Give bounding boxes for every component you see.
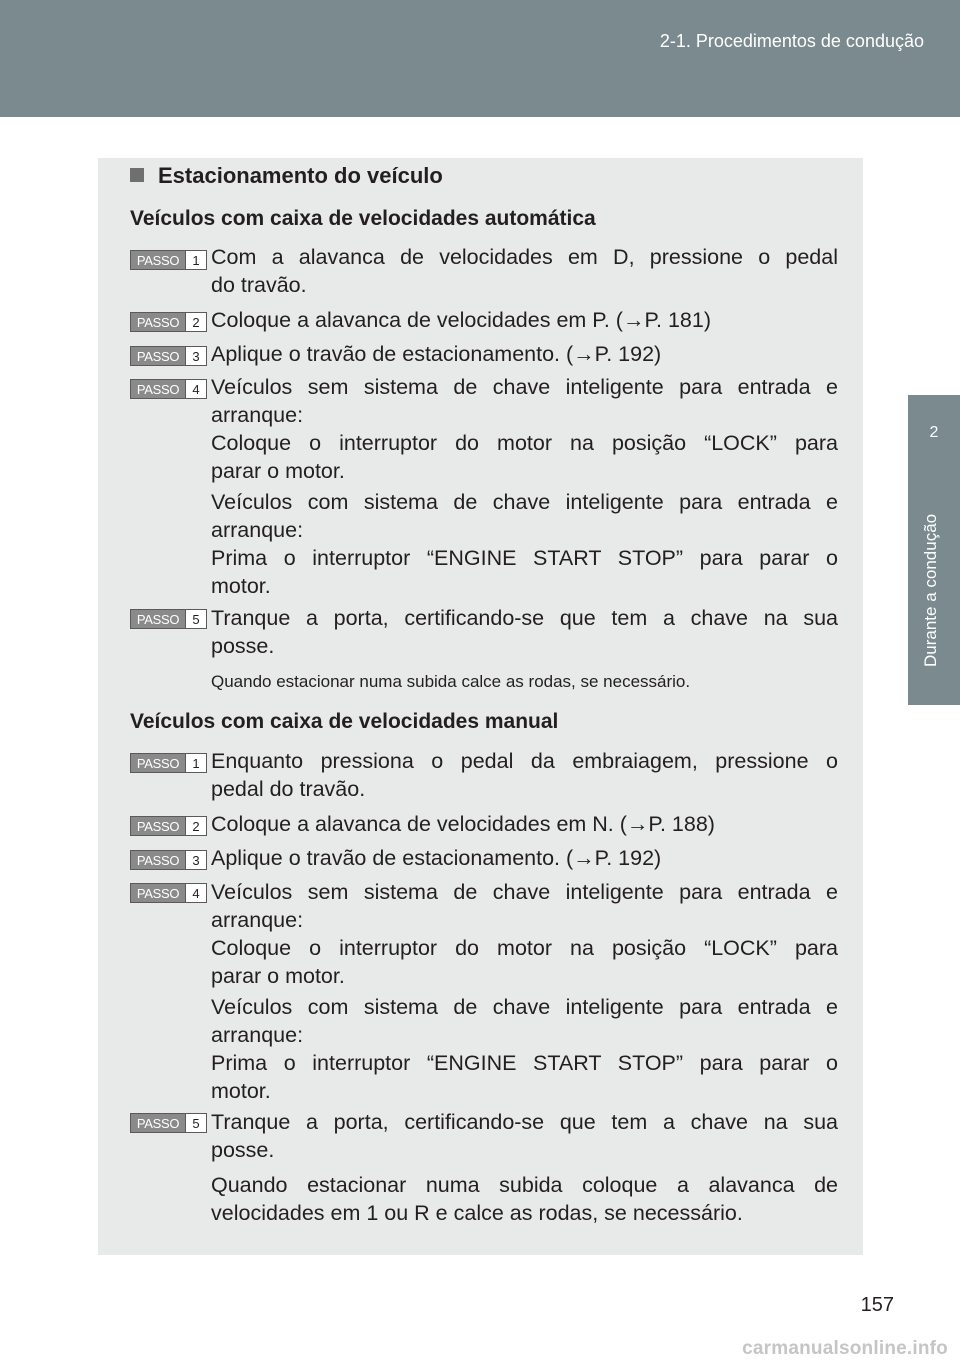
man-step-4-badge: PASSO 4: [130, 878, 840, 908]
side-tab-number: 2: [929, 424, 939, 441]
auto-step-1-badge: PASSO 1: [130, 245, 840, 275]
chapter-title: 2-1. Procedimentos de condução: [659, 31, 924, 51]
automatic-heading: Veículos com caixa de velocidades automática: [130, 207, 596, 230]
auto-step-5-badge: PASSO 5: [130, 604, 840, 634]
watermark-logo: carmanualsonline.info: [742, 1338, 948, 1359]
content-box: [98, 158, 863, 1255]
auto-step-3-text: Aplique o travão de estacionamento. (→P. 192): [211, 342, 662, 366]
man-step-3-badge: PASSO 3: [130, 845, 840, 875]
man-step-2-badge: PASSO 2: [130, 811, 840, 841]
man-step-4-text: Veículos sem sistema de chave inteligente para entrada e arranque: Coloque o interruptor do motor na posição “LOCK” para parar o motor.: [211, 880, 838, 988]
auto-step-5-text: Tranque a porta, certificando-se que tem a chave na sua posse.: [211, 606, 838, 658]
manual-heading: Veículos com caixa de velocidades manual: [130, 710, 559, 733]
square-bullet-icon: [130, 168, 144, 182]
auto-note: Quando estacionar numa subida calce as rodas, se necessário.: [211, 672, 691, 691]
auto-step-2-badge: PASSO 2: [130, 307, 840, 337]
man-step-4-text-b: Veículos com sistema de chave inteligente para entrada e arranque: Prima o interruptor “ENGINE START STOP” para parar o motor.: [211, 995, 838, 1103]
man-step-1-text: Enquanto pressiona o pedal da embraiagem, pressione o pedal do travão.: [211, 749, 838, 801]
man-step-5-badge: PASSO 5: [130, 1108, 840, 1138]
man-step-3-text: Aplique o travão de estacionamento. (→P. 192): [211, 846, 662, 870]
man-note: Quando estacionar numa subida coloque a alavanca de velocidades em 1 ou R e calce as rodas, se necessário.: [211, 1173, 838, 1225]
auto-step-2-text: Coloque a alavanca de velocidades em P. (→P. 181): [211, 308, 712, 332]
page-number: 157: [860, 1294, 894, 1316]
side-tab-label: Durante a condução: [921, 513, 940, 667]
header-band: [0, 0, 960, 117]
auto-step-3-badge: PASSO 3: [130, 341, 840, 371]
man-step-5-text: Tranque a porta, certificando-se que tem a chave na sua posse.: [211, 1110, 838, 1162]
auto-step-4-badge: PASSO 4: [130, 374, 840, 404]
auto-step-4-text-b: Veículos com sistema de chave inteligente para entrada e arranque: Prima o interruptor “ENGINE START STOP” para parar o motor.: [211, 490, 838, 598]
man-step-1-badge: PASSO 1: [130, 748, 840, 778]
auto-step-4-text: Veículos sem sistema de chave inteligente para entrada e arranque: Coloque o interruptor do motor na posição “LOCK” para parar o motor.: [211, 375, 838, 483]
man-step-2-text: Coloque a alavanca de velocidades em N. (→P. 188): [211, 812, 715, 836]
auto-step-1-text: Com a alavanca de velocidades em D, pressione o pedal do travão.: [211, 245, 838, 297]
section-title: Estacionamento do veículo: [130, 163, 443, 189]
